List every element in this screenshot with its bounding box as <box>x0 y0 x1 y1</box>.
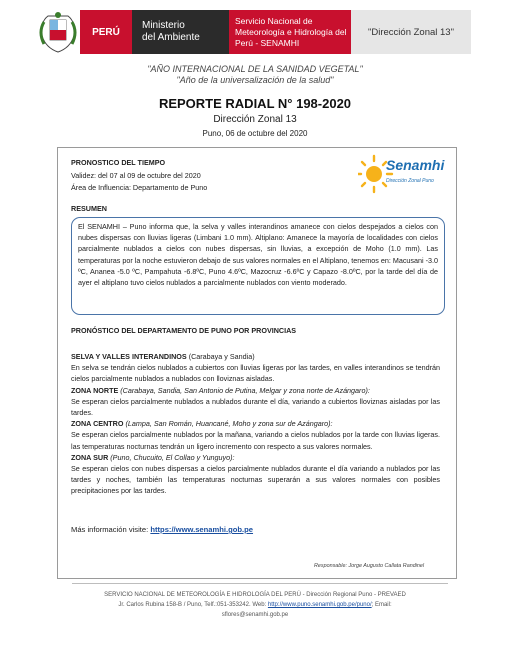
peru-coat-of-arms-icon <box>36 8 80 54</box>
footer-email: sflores@senamhi.gob.pe <box>221 612 289 618</box>
agency-line-2: Meteorología e Hidrología del <box>235 26 347 37</box>
agency-line-1: Servicio Nacional de <box>235 15 313 26</box>
sur-text: Se esperan cielos con nubes dispersas a cielos parcialmente nublados durante el día variando a nublados por las tardes y noches, también las temperaturas nocturnas superarán a sus valores normales con posibles precipitaciones por las tardes. <box>71 464 440 496</box>
footer-email-label: ; Email: <box>371 602 392 608</box>
responsable: Responsable: Jorge Augusto Callata Randinel <box>314 563 425 569</box>
ministry-label <box>132 10 229 54</box>
report-subtitle: Dirección Zonal 13 <box>213 114 297 125</box>
selva-text: En selva se tendrán cielos nublados a cubiertos con lluvias ligeras por las tardes, en valles interandinos se tendrán cielos parcialmente nublados a nublados con lloviznas aisladas. <box>71 363 440 384</box>
forecast-area: Área de Influencia: Departamento de Puno <box>71 183 208 192</box>
footer <box>0 590 510 620</box>
sur-places: (Puno, Chucuito, El Collao y Yunguyo): <box>110 452 235 462</box>
footer-web-link[interactable]: http://www.puno.senamhi.gob.pe/puno/ <box>267 602 372 608</box>
zone-label: "Dirección Zonal 13" <box>351 10 471 54</box>
norte-text: Se esperan cielos parcialmente nublados a nublados durante el día, variando a cubiertos lloviznas aisladas por las tardes. <box>71 396 440 418</box>
resumen-box <box>71 217 445 315</box>
footer-line-2 <box>0 600 510 610</box>
sur-title: ZONA SUR <box>71 452 109 462</box>
agency-line-3: Perú - SENAMHI <box>235 37 300 48</box>
centro-title: ZONA CENTRO <box>71 419 124 429</box>
report-date: Puno, 06 de octubre del 2020 <box>202 129 308 138</box>
footer-divider <box>72 583 448 584</box>
senamhi-website-link[interactable]: https://www.senamhi.gob.pe <box>150 525 254 534</box>
centro-text: Se esperan cielos parcialmente nublados por la mañana, variando a cielos nublados por la tarde con lluvias ligeras. las temperaturas nocturnas tendrán un ligero incremento con respecto a sus valores normales. <box>71 430 440 451</box>
forecast-heading: PRONOSTICO DEL TIEMPO <box>71 158 166 167</box>
footer-line-1: SERVICIO NACIONAL DE METEOROLOGÍA E HIDROLOGÍA DEL PERÚ - Dirección Regional Puno - PREVAED <box>104 592 406 598</box>
footer-address: Jr. Carlos Rubina 158-B / Puno, Telf.:051-353242. Web: <box>118 602 267 608</box>
forecast-validity: Validez: del 07 al 09 de octubre del 2020 <box>71 171 201 180</box>
resumen-text: El SENAMHI – Puno informa que, la selva y valles interandinos amanece con cielos despejados a cielos con nubes dispersas con lluvias ligeras (Limbani 1.0 mm). Altiplano: Amanece la mayoría de localidades con cielos parcialmente nublados a cielos con nubes dispersas, sin lluvias, a excepción de Moho (1.0 mm). Las temperaturas por la noche estuvieron debajo de sus valores normales en el Altiplano, tenemos en: Macusani -3.0 ºC, Ananea -5.0 ºC, Pampahuta -6.8ºC, Puno 4.6ºC, Mazocruz -6.6ºC y Capazo -8.0ºC, por la tarde del día de ayer el altiplano tuvo cielos nublados a parcialmente nublados con viento moderado. <box>78 222 438 288</box>
norte-title: ZONA NORTE <box>71 385 119 395</box>
selva-title: SELVA Y VALLES INTERANDINOS <box>71 352 187 361</box>
agency-label <box>229 10 351 54</box>
provinces-heading: PRONÓSTICO DEL DEPARTAMENTO DE PUNO POR PROVINCIAS <box>71 326 297 335</box>
ministry-line-2: del Ambiente <box>142 32 200 43</box>
provinces-section <box>71 351 440 497</box>
centro-places: (Lampa, San Román, Huancané, Moho y zona sur de Azángaro): <box>125 419 333 429</box>
peru-label: PERÚ <box>80 10 132 54</box>
ministry-line-1: Ministerio <box>142 20 185 31</box>
more-info <box>71 524 253 535</box>
year-motto-1: "AÑO INTERNACIONAL DE LA SANIDAD VEGETAL" <box>147 64 363 74</box>
senamhi-logo-subtext: Dirección Zonal Puno <box>386 178 434 184</box>
selva-places: (Carabaya y Sandia) <box>188 352 255 361</box>
norte-places: (Carabaya, Sandia, San Antonio de Putina, Melgar y zona norte de Azángaro): <box>120 385 370 395</box>
resumen-heading: RESUMEN <box>71 204 107 213</box>
report-title: REPORTE RADIAL N° 198-2020 <box>158 96 352 111</box>
year-motto-2: "Año de la universalización de la salud" <box>176 75 334 85</box>
more-info-label: Más información visite: <box>71 525 149 534</box>
senamhi-logo-text: Senamhi <box>386 157 445 173</box>
